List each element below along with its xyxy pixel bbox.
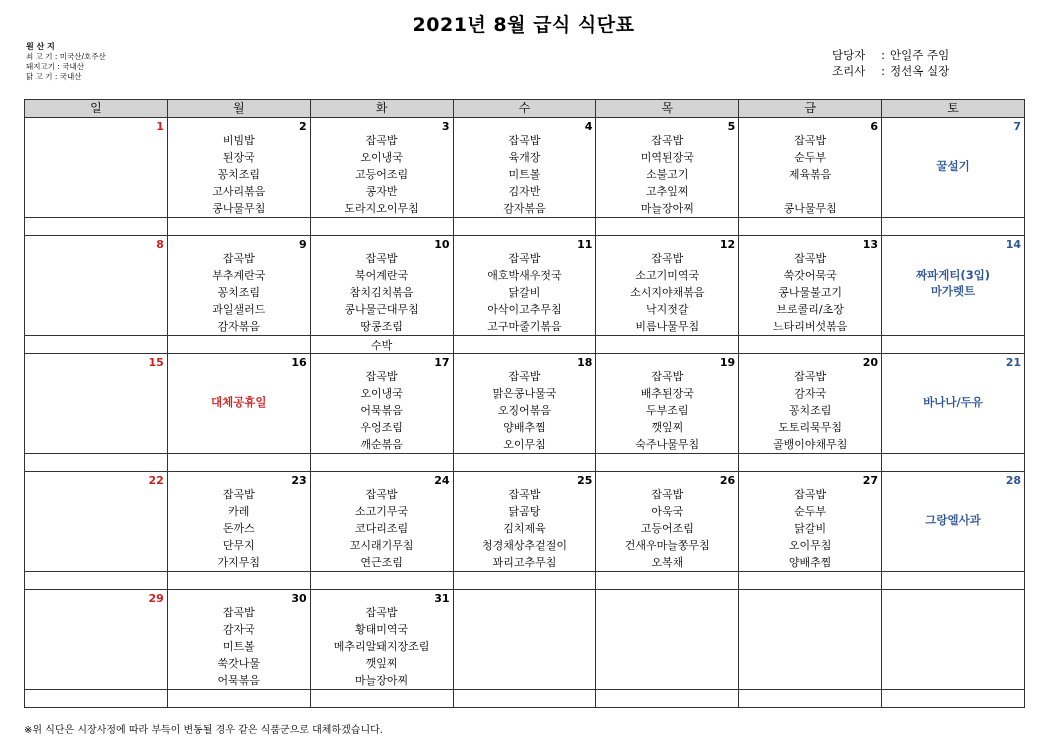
weekday-header-wed: 수 — [453, 100, 596, 118]
menu-item: 닭곰탕 — [508, 505, 541, 518]
extra-cell — [25, 218, 168, 236]
menu-item: 북어계란국 — [355, 269, 409, 282]
day-number: 30 — [291, 592, 307, 605]
day-cell — [25, 590, 168, 690]
extra-cell — [882, 572, 1025, 590]
menu-item: 양배추찜 — [503, 421, 546, 434]
menu-item: 잡곡밥 — [508, 252, 541, 265]
extra-cell — [310, 454, 453, 472]
extra-cell: 수박 — [310, 336, 453, 354]
day-cell — [167, 236, 310, 336]
day-number: 13 — [862, 238, 879, 251]
menu-item: 깻잎찌 — [651, 421, 684, 434]
menu-item: 김치제육 — [503, 522, 546, 535]
menu-list — [311, 368, 453, 453]
menu-item: 부추계란국 — [212, 269, 266, 282]
extra-cell — [25, 454, 168, 472]
menu-item — [739, 183, 881, 200]
day-cell — [882, 236, 1025, 336]
day-cell — [310, 472, 453, 572]
menu-item: 콩나물불고기 — [778, 286, 843, 299]
page-title: 2021년 8월 급식 식단표 — [412, 14, 635, 36]
snack-item: 짜파게티(3입) 마가렛트 — [916, 268, 991, 298]
week-row — [25, 118, 1025, 218]
menu-item: 골뱅이야채무침 — [772, 438, 848, 451]
day-number: 23 — [291, 474, 307, 487]
day-cell — [167, 472, 310, 572]
extra-cell — [167, 572, 310, 590]
day-cell — [25, 354, 168, 454]
menu-item: 돈까스 — [222, 522, 255, 535]
menu-item: 우엉조림 — [360, 421, 403, 434]
meal-calendar — [24, 99, 1025, 708]
menu-item: 오이무침 — [503, 438, 546, 451]
menu-item: 브로콜리/초장 — [776, 303, 844, 316]
menu-item: 고추잎찌 — [646, 185, 689, 198]
staff-role: 담당자 — [832, 48, 866, 62]
menu-item: 잡곡밥 — [365, 252, 398, 265]
menu-item: 낙지젓갈 — [646, 303, 689, 316]
extra-cell — [453, 690, 596, 708]
day-cell — [596, 118, 739, 218]
menu-item: 꽁치조림 — [217, 168, 261, 181]
day-cell — [167, 118, 310, 218]
menu-item: 비빔밥 — [222, 134, 255, 147]
menu-list — [454, 132, 596, 217]
day-cell — [25, 472, 168, 572]
day-number: 22 — [148, 474, 164, 487]
day-number: 7 — [1013, 120, 1021, 133]
staff-separator: : — [881, 48, 885, 62]
menu-item: 미트볼 — [508, 168, 541, 181]
menu-item: 감자볶음 — [217, 320, 261, 333]
menu-item: 어묵볶음 — [217, 674, 261, 687]
extra-cell — [739, 218, 882, 236]
extra-cell — [310, 690, 453, 708]
extra-cell — [167, 454, 310, 472]
menu-item: 순두부 — [794, 505, 827, 518]
day-number: 1 — [156, 120, 164, 133]
day-number: 4 — [584, 120, 593, 133]
menu-item: 잡곡밥 — [365, 370, 398, 383]
extra-cell — [596, 690, 739, 708]
menu-item: 미트볼 — [222, 640, 255, 653]
day-number: 9 — [299, 238, 307, 251]
menu-item: 잡곡밥 — [651, 488, 684, 501]
week-row — [25, 472, 1025, 572]
menu-list — [739, 132, 881, 217]
day-number: 15 — [148, 356, 164, 369]
day-number: 3 — [441, 120, 450, 133]
day-cell — [167, 590, 310, 690]
menu-list — [168, 486, 310, 571]
menu-item: 마늘장아찌 — [640, 202, 694, 215]
menu-item: 순두부 — [794, 151, 827, 164]
extra-row — [25, 690, 1025, 708]
menu-item: 잡곡밥 — [651, 134, 684, 147]
menu-item: 미역된장국 — [640, 151, 694, 164]
weekday-header-sun: 일 — [25, 100, 168, 118]
day-number: 31 — [434, 592, 450, 605]
day-number: 21 — [1005, 356, 1021, 369]
menu-item: 아욱국 — [651, 505, 684, 518]
day-cell — [739, 472, 882, 572]
menu-item: 감자국 — [794, 387, 827, 400]
menu-item: 청경채상추겉절이 — [481, 539, 567, 552]
menu-item: 육개장 — [508, 151, 541, 164]
origin-line-beef: 쇠 고 기 : 미국산/호주산 — [26, 52, 106, 61]
menu-item: 깨순볶음 — [360, 438, 403, 451]
menu-item: 참치김치볶음 — [349, 286, 414, 299]
day-cell — [882, 590, 1025, 690]
extra-row — [25, 218, 1025, 236]
weekday-header-thu: 목 — [596, 100, 739, 118]
weekday-header-sat: 토 — [882, 100, 1025, 118]
day-number: 11 — [577, 238, 593, 251]
menu-list — [168, 604, 310, 689]
menu-item: 잡곡밥 — [651, 252, 684, 265]
extra-cell — [167, 336, 310, 354]
menu-item: 배추된장국 — [640, 387, 694, 400]
extra-cell — [453, 336, 596, 354]
menu-item: 콩나물무침 — [212, 202, 266, 215]
day-cell — [453, 354, 596, 454]
day-cell — [167, 354, 310, 454]
day-number: 8 — [156, 238, 164, 251]
menu-item: 땅콩조림 — [360, 320, 403, 333]
day-number: 18 — [577, 356, 593, 369]
menu-item: 소불고기 — [646, 168, 689, 181]
day-cell — [453, 590, 596, 690]
menu-item: 느타리버섯볶음 — [772, 320, 848, 333]
extra-cell — [882, 690, 1025, 708]
menu-item: 건새우마늘쫑무침 — [624, 539, 710, 552]
menu-item: 카레 — [228, 505, 250, 518]
extra-cell — [453, 454, 596, 472]
menu-item: 소시지야채볶음 — [630, 286, 705, 299]
menu-item: 꼬시래기무침 — [349, 539, 414, 552]
extra-cell — [882, 336, 1025, 354]
extra-cell — [167, 690, 310, 708]
day-cell — [310, 118, 453, 218]
day-cell — [739, 590, 882, 690]
extra-cell — [453, 218, 596, 236]
day-cell — [453, 236, 596, 336]
extra-cell — [596, 218, 739, 236]
menu-item: 양배추찜 — [788, 556, 832, 569]
extra-cell — [25, 572, 168, 590]
menu-list — [596, 132, 738, 217]
weekday-header-row — [25, 100, 1025, 118]
extra-cell — [167, 218, 310, 236]
menu-item: 잡곡밥 — [794, 488, 827, 501]
menu-item: 닭갈비 — [508, 286, 541, 299]
menu-item: 단무지 — [222, 539, 255, 552]
menu-item: 잡곡밥 — [508, 370, 541, 383]
staff-info — [832, 47, 949, 79]
origin-line-chicken: 닭 고 기 : 국내산 — [26, 72, 82, 81]
extra-cell — [739, 690, 882, 708]
menu-item: 비름나물무침 — [635, 320, 700, 333]
menu-item: 맑은콩나물국 — [492, 387, 557, 400]
extra-cell — [739, 454, 882, 472]
menu-item: 감자볶음 — [503, 202, 546, 215]
menu-item: 쑥갓나물 — [217, 657, 261, 670]
menu-item: 잡곡밥 — [365, 606, 398, 619]
menu-item: 잡곡밥 — [222, 252, 255, 265]
menu-list — [739, 486, 881, 571]
menu-item: 애호박새우젓국 — [487, 269, 562, 282]
menu-item: 잡곡밥 — [222, 606, 255, 619]
menu-item: 고구마줄기볶음 — [487, 320, 562, 333]
day-number: 29 — [148, 592, 164, 605]
staff-separator: : — [881, 64, 885, 78]
staff-name: 안일주 주임 — [890, 48, 950, 62]
extra-cell — [739, 336, 882, 354]
menu-item: 잡곡밥 — [651, 370, 684, 383]
day-cell — [596, 236, 739, 336]
day-number: 19 — [719, 356, 736, 369]
menu-item: 고등어조림 — [355, 168, 409, 181]
staff-name: 정선옥 실장 — [890, 64, 950, 78]
day-number: 2 — [299, 120, 307, 133]
day-cell — [596, 590, 739, 690]
menu-item: 오복채 — [651, 556, 684, 569]
day-number: 28 — [1005, 474, 1021, 487]
weekday-header-tue: 화 — [310, 100, 453, 118]
menu-item: 꽁치조림 — [788, 404, 832, 417]
day-cell — [739, 236, 882, 336]
menu-item: 코다리조림 — [355, 522, 409, 535]
menu-item: 연근조림 — [360, 556, 403, 569]
week-row — [25, 354, 1025, 454]
menu-item: 어묵볶음 — [360, 404, 403, 417]
day-cell — [310, 236, 453, 336]
menu-item: 마늘장아찌 — [355, 674, 409, 687]
menu-item: 잡곡밥 — [794, 252, 827, 265]
menu-list — [596, 368, 738, 453]
day-cell — [596, 472, 739, 572]
day-cell — [882, 472, 1025, 572]
menu-list — [168, 250, 310, 335]
extra-row — [25, 336, 1025, 354]
extra-cell — [25, 690, 168, 708]
staff-row-cook — [832, 63, 949, 79]
extra-cell — [310, 572, 453, 590]
menu-list — [596, 486, 738, 571]
day-cell — [25, 236, 168, 336]
menu-item: 오이무침 — [788, 539, 832, 552]
day-cell — [882, 118, 1025, 218]
menu-item: 소고기무국 — [355, 505, 409, 518]
extra-cell — [453, 572, 596, 590]
day-number: 16 — [291, 356, 307, 369]
menu-list — [739, 250, 881, 335]
holiday-label: 대체공휴일 — [210, 395, 267, 409]
menu-item: 감자국 — [222, 623, 255, 636]
calendar-body — [25, 118, 1025, 708]
menu-item: 도토리묵무침 — [778, 421, 843, 434]
weekday-header-fri: 금 — [739, 100, 882, 118]
menu-list — [168, 132, 310, 217]
day-number: 26 — [719, 474, 736, 487]
footnote: ※위 식단은 시장사정에 따라 부득이 변동될 경우 같은 식품군으로 대체하겠습니다. — [24, 725, 383, 736]
menu-list — [739, 368, 881, 453]
extra-cell — [596, 572, 739, 590]
extra-row — [25, 454, 1025, 472]
menu-list — [311, 132, 453, 217]
staff-row-manager — [832, 47, 949, 63]
extra-cell — [596, 454, 739, 472]
day-number: 14 — [1005, 238, 1021, 251]
menu-item: 김자반 — [508, 185, 541, 198]
menu-item: 깻잎찌 — [365, 657, 398, 670]
menu-item: 가지무침 — [217, 556, 261, 569]
extra-cell — [882, 218, 1025, 236]
day-cell — [453, 472, 596, 572]
menu-item: 메추리알돼지장조림 — [333, 640, 430, 653]
day-cell — [596, 354, 739, 454]
menu-item: 콩나물근대무침 — [344, 303, 419, 316]
menu-item: 잡곡밥 — [794, 134, 827, 147]
extra-cell — [882, 454, 1025, 472]
extra-cell — [25, 336, 168, 354]
origin-heading: 원 산 지 — [26, 42, 55, 51]
menu-item: 잡곡밥 — [222, 488, 255, 501]
staff-role: 조리사 — [832, 64, 866, 78]
menu-item: 닭갈비 — [794, 522, 827, 535]
menu-list — [311, 604, 453, 689]
menu-item: 잡곡밥 — [365, 134, 398, 147]
extra-cell — [739, 572, 882, 590]
menu-item: 쑥갓어묵국 — [783, 269, 837, 282]
menu-item: 콩자반 — [365, 185, 398, 198]
menu-item: 고등어조림 — [640, 522, 694, 535]
menu-item: 소고기미역국 — [635, 269, 700, 282]
menu-item: 잡곡밥 — [508, 488, 541, 501]
weekday-header-mon: 월 — [167, 100, 310, 118]
menu-item: 두부조림 — [646, 404, 689, 417]
menu-item: 된장국 — [222, 151, 255, 164]
menu-item: 잡곡밥 — [365, 488, 398, 501]
day-cell — [310, 354, 453, 454]
menu-item: 제육볶음 — [788, 168, 832, 181]
menu-list — [311, 486, 453, 571]
menu-item: 숙주나물무침 — [635, 438, 700, 451]
menu-item: 오징어볶음 — [497, 404, 552, 417]
menu-item: 잡곡밥 — [508, 134, 541, 147]
day-number: 12 — [719, 238, 736, 251]
day-cell — [25, 118, 168, 218]
day-number — [739, 590, 881, 607]
menu-list — [454, 368, 596, 453]
menu-list — [311, 250, 453, 335]
day-number — [882, 590, 1024, 607]
origin-line-pork: 돼지고기 : 국내산 — [26, 62, 85, 71]
day-number — [596, 590, 738, 607]
menu-item: 꽈리고추무침 — [492, 556, 557, 569]
menu-item: 잡곡밥 — [794, 370, 827, 383]
menu-item: 과일샐러드 — [212, 303, 266, 316]
snack-item: 그랑엘사과 — [925, 513, 981, 527]
snack-item: 바나나/두유 — [923, 395, 983, 409]
day-number: 20 — [862, 356, 879, 369]
day-cell — [453, 118, 596, 218]
week-row — [25, 590, 1025, 690]
day-number: 27 — [862, 474, 879, 487]
day-cell — [882, 354, 1025, 454]
menu-list — [454, 250, 596, 335]
menu-item: 황태미역국 — [355, 623, 409, 636]
day-number: 24 — [434, 474, 450, 487]
extra-cell — [310, 218, 453, 236]
extra-cell — [596, 336, 739, 354]
day-number: 17 — [434, 356, 450, 369]
day-cell — [739, 354, 882, 454]
menu-item: 오이냉국 — [360, 387, 403, 400]
origin-info — [26, 42, 106, 82]
day-number: 10 — [434, 238, 450, 251]
menu-item: 오이냉국 — [360, 151, 403, 164]
menu-list — [454, 486, 596, 571]
day-cell — [739, 118, 882, 218]
extra-row — [25, 572, 1025, 590]
menu-list — [596, 250, 738, 335]
day-number: 5 — [727, 120, 736, 133]
week-row — [25, 236, 1025, 336]
menu-item: 꽁치조림 — [217, 286, 261, 299]
day-number: 25 — [577, 474, 593, 487]
menu-item: 아삭이고추무침 — [487, 303, 562, 316]
day-number: 6 — [870, 120, 879, 133]
menu-item: 도라지오이무침 — [344, 202, 419, 215]
menu-item: 콩나물무침 — [783, 202, 837, 215]
day-number — [454, 590, 596, 607]
menu-item: 고사리볶음 — [212, 185, 266, 198]
day-cell — [310, 590, 453, 690]
snack-item: 꿀설기 — [936, 159, 970, 173]
